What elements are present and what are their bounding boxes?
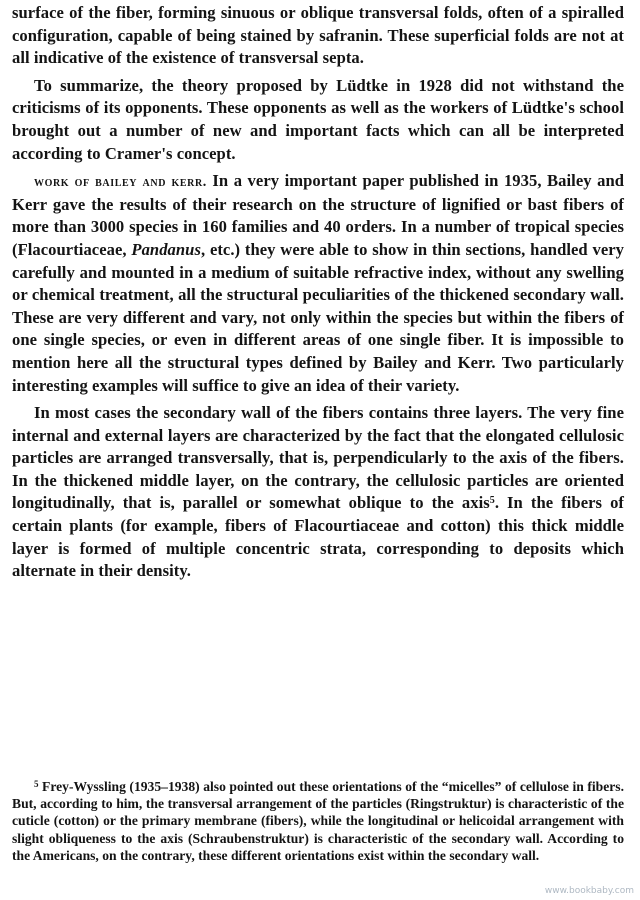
paragraph-3-text-a: In a very important paper published in 1935, Bailey and Kerr gave the results of their research on the structure of lignified or bast fibers of more than 3000 species in 160 families and 40 orders. In a number of tropical species (Flacourtiaceae, — [12, 171, 624, 259]
paragraph-1-text: surface of the fiber, forming sinuous or oblique transversal folds, often of a spiralled configuration, capable of being stained by safranin. These superficial folds are not at all indicative of the existence of transversal septa. — [12, 3, 624, 68]
paragraph-1 — [12, 2, 624, 70]
paragraph-4 — [12, 402, 624, 583]
footnote-reference-5[interactable]: 5 — [489, 495, 495, 507]
footnote-mark: 5 — [34, 779, 39, 789]
paragraph-3-text-b: , etc.) they were able to show in thin sections, handled very carefully and mounted in a medium of suitable refractive index, without any swelling or chemical treatment, all the structural peculiarities of the thickened secondary wall. These are very different and vary, not only within the species but within the fibers of one single species, or even in different areas of one single fiber. It is impossible to mention here all the structural types defined by Bailey and Kerr. Two particularly interesting examples will suffice to give an idea of their variety. — [12, 239, 625, 395]
footnote — [12, 778, 624, 864]
footnote-5 — [12, 778, 624, 864]
paragraph-2 — [12, 75, 624, 165]
section-heading-bailey-kerr: work of bailey and kerr. — [34, 174, 207, 191]
paragraph-2-text: To summarize, the theory proposed by Lüdtke in 1928 did not withstand the criticisms of its opponents. These opponents as well as the workers of Lüdtke's school brought out a number of new and important facts which can all be interpreted according to Cramer's concept. — [12, 75, 624, 163]
body-text — [12, 2, 624, 583]
paragraph-3-italic-pandanus: Pandanus — [131, 239, 201, 259]
watermark: www.bookbaby.com — [544, 886, 634, 896]
paragraph-4-text-b: . In the fibers of certain plants (for example, fibers of Flacourtiaceae and cotton) this thick middle layer is formed of multiple concentric strata, corresponding to deposits which alternate in their density. — [12, 493, 624, 581]
paragraph-3 — [12, 170, 624, 397]
paragraph-4-text-a: In most cases the secondary wall of the fibers contains three layers. The very fine internal and external layers are characterized by the fact that the elongated cellulosic particles are arranged transversally, that is, perpendicularly to the axis of the fibers. In the thickened middle layer, on the contrary, the cellulosic particles are oriented longitudinally, that is, parallel or somewhat oblique to the axis — [12, 403, 624, 513]
footnote-text: Frey-Wyssling (1935–1938) also pointed out these orientations of the “micelles” of cellulose in fibers. But, according to him, the transversal arrangement of the particles (Ringstruktur) is characteristic of the cuticle (cotton) or the primary membrane (fibers), while the longitudinal or helicoidal arrangement with slight obliqueness to the axis (Schraubenstruktur) is characteristic of the secondary wall. According to the Americans, on the contrary, these different orientations exist within the secondary wall. — [12, 779, 624, 863]
